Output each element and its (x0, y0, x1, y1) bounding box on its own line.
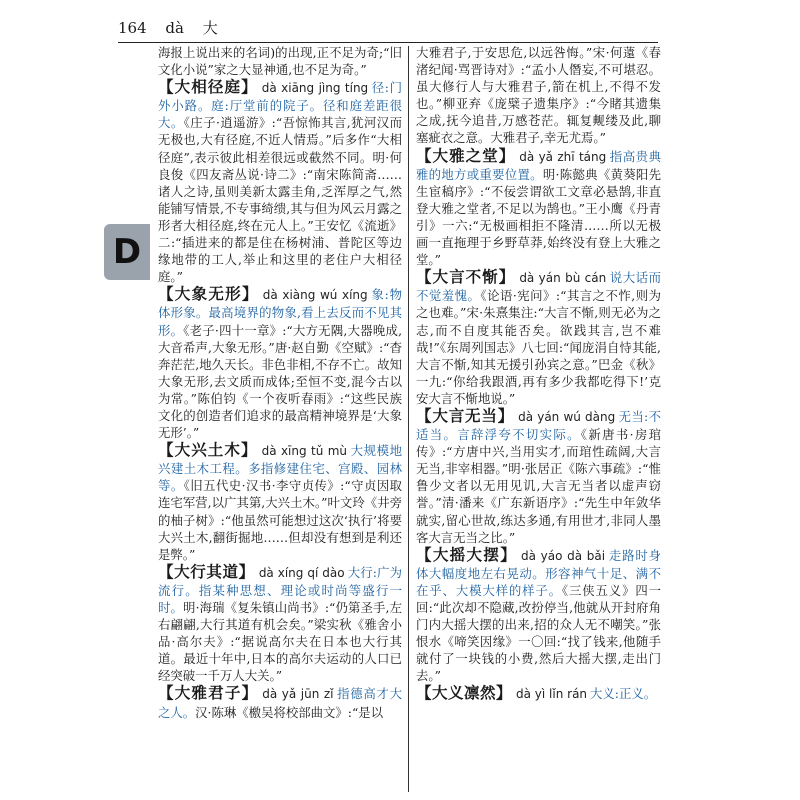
definition: 大行:广为流行。指某种思想、理论或时尚等盛行一时。 (158, 564, 402, 615)
entry-body: 明·海瑞《复朱镇山尚书》:“仍第圣手,左右翩翩,大行其道有机会矣。”梁实秋《雅舍小品·高尔夫》:“据说高尔夫在日本也大行其道。最近十年中,日本的高尔夫运动的人口已经突破一千万人大关。” (158, 600, 402, 684)
page-number: 164 (118, 19, 147, 37)
entry-body: 汉·陈琳《檄吴将校部曲文》:“是以 (195, 704, 384, 720)
definition: 无当:不适当。言辞浮夸不切实际。 (416, 408, 661, 443)
definition: 指高贵典雅的地方或重要位置。 (416, 148, 661, 182)
entry-body: 《新唐书·房琯传》:“方唐中兴,当用实才,而琯性疏阔,大言无当,非宰相器。”明·张居正《陈六事疏》:“惟鲁少文者以无用见讥,大言无当者以虚声窃誉。”清·潘来《广东新语序》:“先生中年敛华就实,留心世故,练达多通,有用世才,非同人墨客大言无当之比。” (416, 427, 661, 545)
entry-da-ya-zhi-tang (416, 148, 661, 269)
headword-pinyin: dà yán bù cán (519, 271, 607, 286)
definition: 象:物体形象。最高境界的物象,看上去反而不见其形。 (158, 287, 402, 338)
entry-da-xing-qi-dao (158, 564, 402, 685)
entry-body: 《庄子·逍遥游》:“吾惊怖其言,犹河汉而无极也,大有径庭,不近人情焉。”后多作“大相径庭”,表示彼此相差很远或截然不同。明·何良俊《四友斋丛说·诗二》:“南宋陈简斋……诸人之诗,虽则美新太露圭角,乏浑厚之气,然能铺写情景,不专事绮缋,其与但为风云月露之形者大相径庭,终在元人上。”王安忆《流逝》二:“插进来的都是住在杨树浦、普陀区等边缘地带的工人,举止和这里的老住户大相径庭。” (158, 115, 402, 285)
entry-da-ya-jun-zi (158, 685, 402, 720)
entry-body: 《老子·四十一章》:“大方无隅,大器晚成,大音希声,大象无形。”唐·赵自勤《空赋》:“杳奔茫茫,地久天长。非色非相,不存不亡。故知大象无形,去文质而成体;至恒不变,混今古以为常。”陈伯钧《一个夜听春雨》:“这些民族文化的创造者们追求的最高精神境界是‘大象无形’。” (158, 322, 402, 441)
headword: 【大兴土木】 (158, 441, 258, 460)
header-pinyin: dà (165, 19, 184, 37)
left-column (158, 44, 402, 796)
entry-da-yi-lin-ran (416, 685, 661, 703)
headword-pinyin: dà xiāng jìng tíng (261, 81, 369, 96)
headword: 【大言无当】 (416, 406, 515, 425)
entry-da-xiang-jing-ting (158, 79, 402, 285)
headword: 【大摇大摆】 (416, 545, 518, 564)
headword-pinyin: dà yǎ jūn zǐ (262, 687, 334, 702)
definition: 大规模地兴建土木工程。多指修建住宅、宫殿、园林等。 (158, 443, 402, 494)
definition: 大义:正义。 (590, 686, 657, 702)
right-column (416, 44, 661, 796)
definition: 径:门外小路。庭:厅堂前的院子。径和庭差距很大。 (158, 80, 402, 131)
entry-da-xiang-wu-xing (158, 286, 402, 441)
headword-pinyin: dà yǎ zhī táng (519, 149, 607, 164)
headword-pinyin: dà yì lǐn rán (516, 687, 588, 702)
headword: 【大言不惭】 (416, 268, 516, 287)
entry-body: 明·陈懿典《黄葵阳先生宦稿序》:“不佞尝谓欲工文章必悬鹄,非直登大雅之堂者,不足以为鹄也。”王小鹰《丹青引》一六:“无极画相拒不隆清……所以无极画一直拖理于乡野草莽,始终没有登上大雅之堂。” (416, 166, 661, 268)
entry-body: 《论语·宪问》:“其言之不怍,则为之也难。”宋·朱熹集注:“大言不惭,则无必为之志,而不自度其能否矣。欲践其言,岂不难哉!”《东周列国志》八七回:“闻庞涓自恃其能,大言不惭,知其无援引孙宾之意。”巴金《秋》一九:“你给我跟酒,再有多少我都吃得下!’克安大言不惭地说。” (416, 288, 661, 406)
headword-pinyin: dà xīng tǔ mù (261, 444, 348, 459)
definition: 指德高才大之人。 (158, 686, 402, 720)
entry-body: 《三侠五义》四一回:“此次却不隐藏,改扮停当,他就从开封府角门内大摇大摆的出来,招的众人无不嘲笑。”张恨水《啼笑因缘》一〇回:“找了钱来,他随手就付了一块钱的小费,然后大摇大摆,走出门去。” (416, 582, 661, 684)
page-header (118, 14, 658, 43)
headword: 【大相径庭】 (158, 78, 258, 97)
headword: 【大象无形】 (158, 285, 259, 304)
headword-pinyin: dà yáo dà bǎi (521, 548, 606, 563)
column-divider (408, 46, 409, 792)
definition: 说大话而不觉羞愧。 (416, 270, 661, 304)
headword-pinyin: dà yán wú dàng (518, 409, 616, 424)
thumb-tab-letter: D (112, 232, 142, 272)
entry-da-yan-wu-dang (416, 408, 661, 546)
header-char: 大 (202, 19, 218, 37)
entry-da-yan-bu-can (416, 269, 661, 407)
right-continuation: 大雅君子,于安思危,以远咎悔。”宋·何薳《春渚纪闻·骂晋诗对》:“孟小人僭妄,不可堪忍。虽大修行人与大雅君子,箭在机上,不得不发也。”柳亚弃《庞檗子遗集序》:“今睹其遗集之成,抚今追昔,万感苍茫。辄复觍缕及此,聊塞疵衣之意。大雅君子,幸无尤焉。” (416, 45, 661, 146)
definition: 走路时身体大幅度地左右晃动。形容神气十足、满不在乎、大模大样的样子。 (416, 547, 661, 598)
entry-body: 《旧五代史·汉书·李守贞传》:“守贞因取连宅军营,以广其第,大兴土木。”叶文玲《井旁的柚子树》:“他虽然可能想过这次‘执行’将要大兴土木,翻街掘地……但却没有想到是利还是弊。” (158, 478, 402, 562)
entry-da-yao-da-bai (416, 547, 661, 685)
section-thumb-tab (104, 224, 150, 280)
headword: 【大义凛然】 (416, 684, 513, 703)
headword-pinyin: dà xíng qí dào (258, 565, 345, 580)
left-continuation: 海报上说出来的名词)的出现,正不足为奇;“旧文化小说”家之大显神通,也不足为奇。” (158, 45, 402, 78)
headword: 【大雅君子】 (158, 684, 259, 703)
headword: 【大行其道】 (158, 562, 255, 581)
headword: 【大雅之堂】 (416, 146, 516, 165)
headword-pinyin: dà xiàng wú xíng (262, 288, 368, 303)
entry-da-xing-tu-mu (158, 442, 402, 563)
